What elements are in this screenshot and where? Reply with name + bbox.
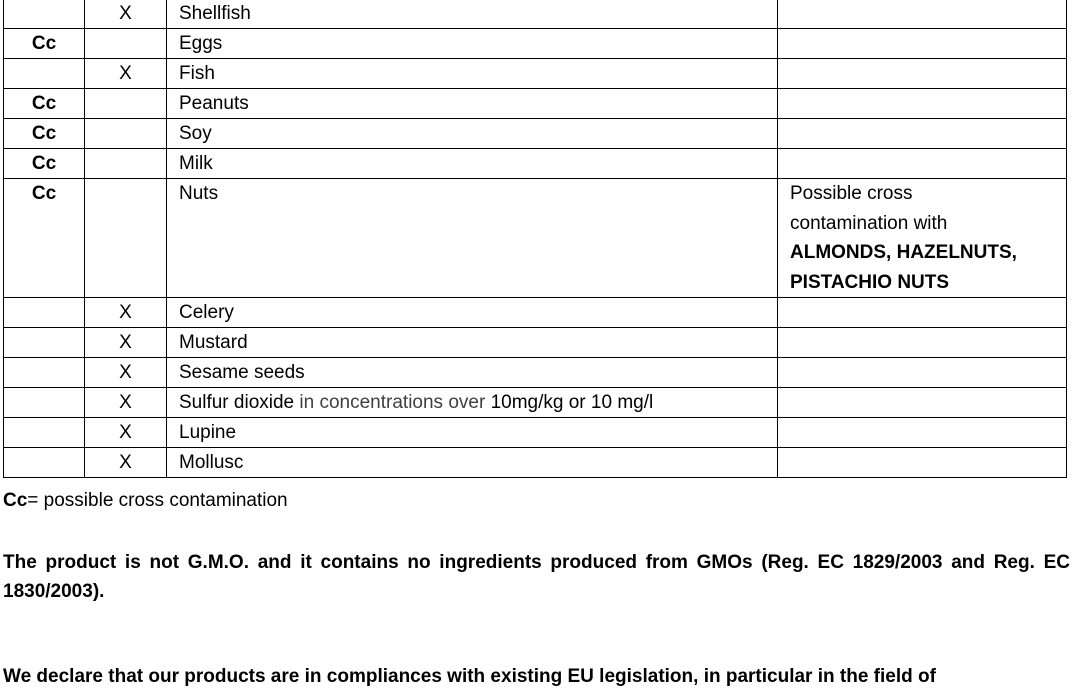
- x-cell: X: [85, 0, 167, 29]
- cc-cell: Cc: [4, 179, 85, 298]
- table-row: [4, 119, 1067, 149]
- cc-cell: [4, 328, 85, 358]
- table-row: [4, 59, 1067, 89]
- x-cell: [85, 29, 167, 59]
- allergen-cell: Shellfish: [167, 0, 778, 29]
- table-row: [4, 0, 1067, 29]
- note-cell: [778, 418, 1067, 448]
- table-row: [4, 89, 1067, 119]
- x-cell: X: [85, 418, 167, 448]
- allergen-cell: Lupine: [167, 418, 778, 448]
- allergen-cell: Milk: [167, 149, 778, 179]
- allergen-cell: Fish: [167, 59, 778, 89]
- table-row: [4, 179, 1067, 298]
- note-cell: [778, 179, 1067, 298]
- allergen-cell: Peanuts: [167, 89, 778, 119]
- note-line-bold: ALMONDS, HAZELNUTS,: [790, 242, 1017, 263]
- table-row: [4, 388, 1067, 418]
- cc-cell: [4, 0, 85, 29]
- x-cell: X: [85, 328, 167, 358]
- note-line: Possible cross: [790, 183, 913, 204]
- x-cell: X: [85, 59, 167, 89]
- allergen-name: Sulfur dioxide: [179, 392, 295, 413]
- x-cell: [85, 179, 167, 298]
- cc-cell: [4, 358, 85, 388]
- legend-term: Cc: [3, 490, 28, 511]
- x-cell: X: [85, 388, 167, 418]
- legend-definition: = possible cross contamination: [27, 490, 288, 511]
- note-cell: [778, 328, 1067, 358]
- x-cell: X: [85, 298, 167, 328]
- allergen-cell: Sesame seeds: [167, 358, 778, 388]
- table-row: [4, 328, 1067, 358]
- allergen-cell: Celery: [167, 298, 778, 328]
- note-cell: [778, 388, 1067, 418]
- legend-text: [3, 490, 288, 512]
- x-cell: X: [85, 448, 167, 478]
- x-cell: [85, 149, 167, 179]
- allergen-cell: Mollusc: [167, 448, 778, 478]
- cc-cell: [4, 59, 85, 89]
- note-cell: [778, 448, 1067, 478]
- table-row: [4, 298, 1067, 328]
- table-row: [4, 149, 1067, 179]
- allergen-cell: Eggs: [167, 29, 778, 59]
- allergen-cell: Mustard: [167, 328, 778, 358]
- cc-cell: [4, 418, 85, 448]
- cc-cell: [4, 298, 85, 328]
- allergen-cell: Soy: [167, 119, 778, 149]
- note-cell: [778, 149, 1067, 179]
- note-cell: [778, 0, 1067, 29]
- allergen-qualifier: in concentrations over: [294, 392, 491, 413]
- note-line: contamination with: [790, 212, 948, 234]
- allergen-cell: [167, 388, 778, 418]
- allergen-cell: Nuts: [167, 179, 778, 298]
- cc-cell: Cc: [4, 29, 85, 59]
- cc-cell: Cc: [4, 89, 85, 119]
- x-cell: [85, 89, 167, 119]
- gmo-statement: The product is not G.M.O. and it contains no ingredients produced from GMOs (Reg. EC 1829/2003 and Reg. EC 1830/2003).: [3, 552, 1070, 602]
- cc-cell: [4, 388, 85, 418]
- x-cell: X: [85, 358, 167, 388]
- compliance-declaration: We declare that our products are in compliances with existing EU legislation, in particular in the field of: [3, 666, 936, 687]
- cc-cell: Cc: [4, 119, 85, 149]
- x-cell: [85, 119, 167, 149]
- table-row: [4, 358, 1067, 388]
- cc-cell: [4, 448, 85, 478]
- table-row: [4, 418, 1067, 448]
- note-cell: [778, 29, 1067, 59]
- note-cell: [778, 358, 1067, 388]
- note-cell: [778, 59, 1067, 89]
- note-cell: [778, 298, 1067, 328]
- note-cell: [778, 119, 1067, 149]
- note-line-bold: PISTACHIO NUTS: [790, 271, 950, 293]
- note-cell: [778, 89, 1067, 119]
- table-row: [4, 29, 1067, 59]
- table-row: [4, 448, 1067, 478]
- cc-cell: Cc: [4, 149, 85, 179]
- allergen-table: [3, 0, 1067, 478]
- allergen-threshold: 10mg/kg or 10 mg/l: [490, 392, 654, 413]
